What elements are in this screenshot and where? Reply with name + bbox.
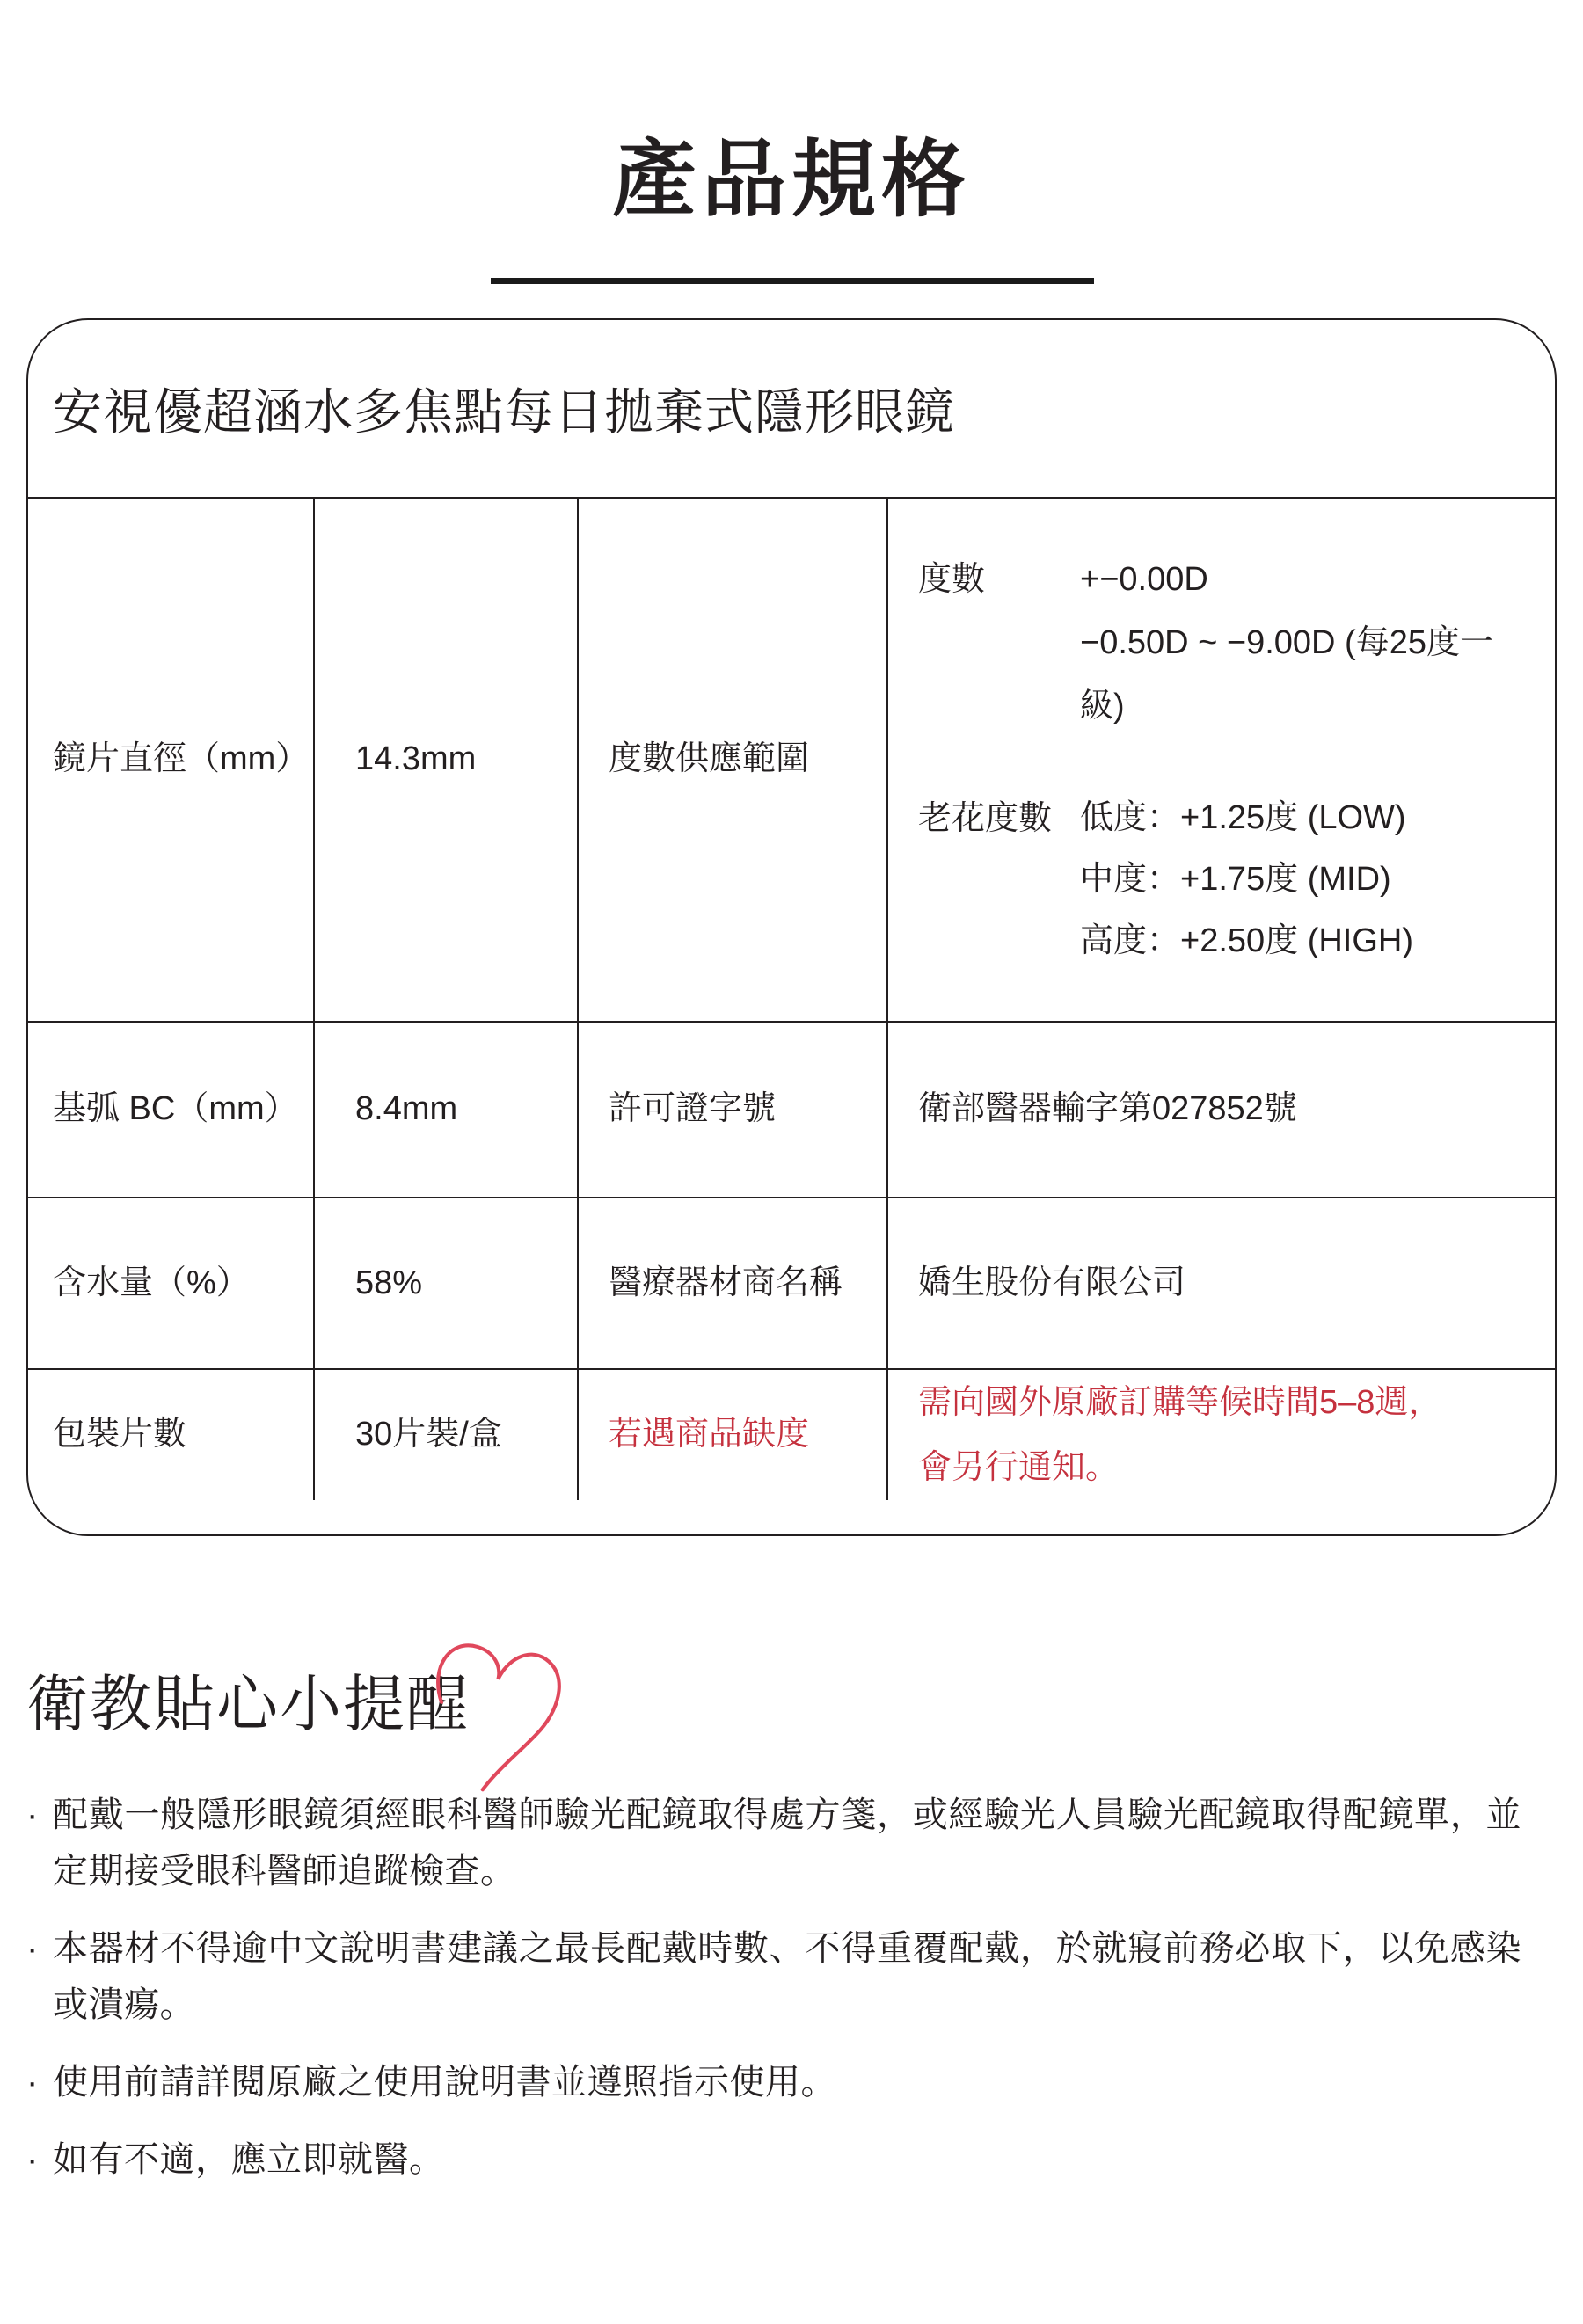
power-group-addition (918, 787, 1520, 972)
power-addition-values (1080, 787, 1413, 972)
spec-grid (28, 497, 1555, 1500)
value-manufacturer-text: 嬌生股份有限公司 (918, 1264, 1186, 1301)
spec-table (26, 318, 1557, 1536)
tip-text-4: 如有不適，應立即就醫。 (53, 2140, 445, 2179)
power-addition-mid: 中度：+1.75度 (MID) (1080, 861, 1391, 898)
power-addition-low: 低度：+1.25度 (LOW) (1080, 799, 1406, 836)
shortage-notice-line1: 需向國外原廠訂購等候時間5–8週， (918, 1384, 1442, 1421)
value-license-number (886, 1021, 1555, 1197)
value-lens-diameter-text: 14.3mm (355, 740, 477, 778)
label-shortage-notice-text: 若遇商品缺度 (609, 1416, 810, 1453)
label-pack-count-text: 包裝片數 (53, 1416, 187, 1453)
power-degrees-line2: −0.50D ~ −9.00D (每25度一級) (1080, 624, 1493, 725)
label-shortage-notice (577, 1368, 886, 1500)
bullet-dot: · (26, 2063, 39, 2102)
shortage-notice-lines (918, 1370, 1441, 1500)
label-license-number (577, 1021, 886, 1197)
tip-item-2 (26, 1920, 1521, 2033)
power-degrees-line1: +−0.00D (1080, 561, 1208, 598)
value-pack-count-text: 30片裝/盒 (355, 1416, 502, 1453)
label-manufacturer (577, 1197, 886, 1368)
value-power-range (886, 497, 1555, 1021)
shortage-notice-line2: 會另行通知。 (918, 1449, 1120, 1486)
tip-text-2: 本器材不得逾中文說明書建議之最長配戴時數、不得重覆配戴，於就寢前務必取下，以免感染或潰瘍。 (53, 1929, 1521, 2024)
label-lens-diameter-text: 鏡片直徑（mm） (53, 740, 310, 778)
value-water-content-text: 58% (355, 1264, 423, 1301)
tip-item-3 (26, 2054, 1521, 2110)
label-base-curve-text: 基弧 BC（mm） (53, 1090, 298, 1128)
label-power-range-text: 度數供應範圍 (609, 740, 810, 778)
label-base-curve (28, 1021, 313, 1197)
bullet-dot: · (26, 1929, 39, 1968)
value-manufacturer (886, 1197, 1555, 1368)
tips-heading: 衛教貼心小提醒 (26, 1670, 470, 1738)
label-manufacturer-text: 醫療器材商名稱 (609, 1264, 843, 1301)
value-shortage-notice (886, 1368, 1555, 1500)
label-power-range (577, 497, 886, 1021)
power-addition-high: 高度：+2.50度 (HIGH) (1080, 922, 1414, 959)
value-lens-diameter (313, 497, 577, 1021)
value-base-curve (313, 1021, 577, 1197)
power-group-degrees (918, 548, 1520, 738)
bullet-dot: · (26, 1796, 39, 1834)
heart-icon (420, 1628, 561, 1796)
label-pack-count (28, 1368, 313, 1500)
title-underline (491, 278, 1094, 284)
label-water-content-text: 含水量（%） (53, 1264, 250, 1301)
power-degrees-label: 度數 (918, 561, 986, 598)
product-name-cell (28, 320, 1555, 497)
value-license-number-text: 衛部醫器輸字第027852號 (918, 1090, 1297, 1128)
label-water-content (28, 1197, 313, 1368)
value-pack-count (313, 1368, 577, 1500)
tip-text-3: 使用前請詳閱原廠之使用說明書並遵照指示使用。 (53, 2063, 836, 2102)
product-name: 安視優超涵水多焦點每日拋棄式隱形眼鏡 (53, 383, 955, 440)
tip-text-1: 配戴一般隱形眼鏡須經眼科醫師驗光配鏡取得處方箋，或經驗光人員驗光配鏡取得配鏡單，並定期接受眼科醫師追蹤檢查。 (53, 1796, 1521, 1891)
label-lens-diameter (28, 497, 313, 1021)
label-license-number-text: 許可證字號 (609, 1090, 777, 1128)
bullet-dot: · (26, 2140, 39, 2179)
tips-list (26, 1787, 1521, 2209)
power-degrees-values (1080, 548, 1520, 738)
power-addition-label: 老花度數 (918, 800, 1053, 837)
value-water-content (313, 1197, 577, 1368)
page-title: 產品規格 (612, 133, 971, 227)
tip-item-4 (26, 2131, 1521, 2188)
value-base-curve-text: 8.4mm (355, 1090, 458, 1128)
tip-item-1 (26, 1787, 1521, 1899)
